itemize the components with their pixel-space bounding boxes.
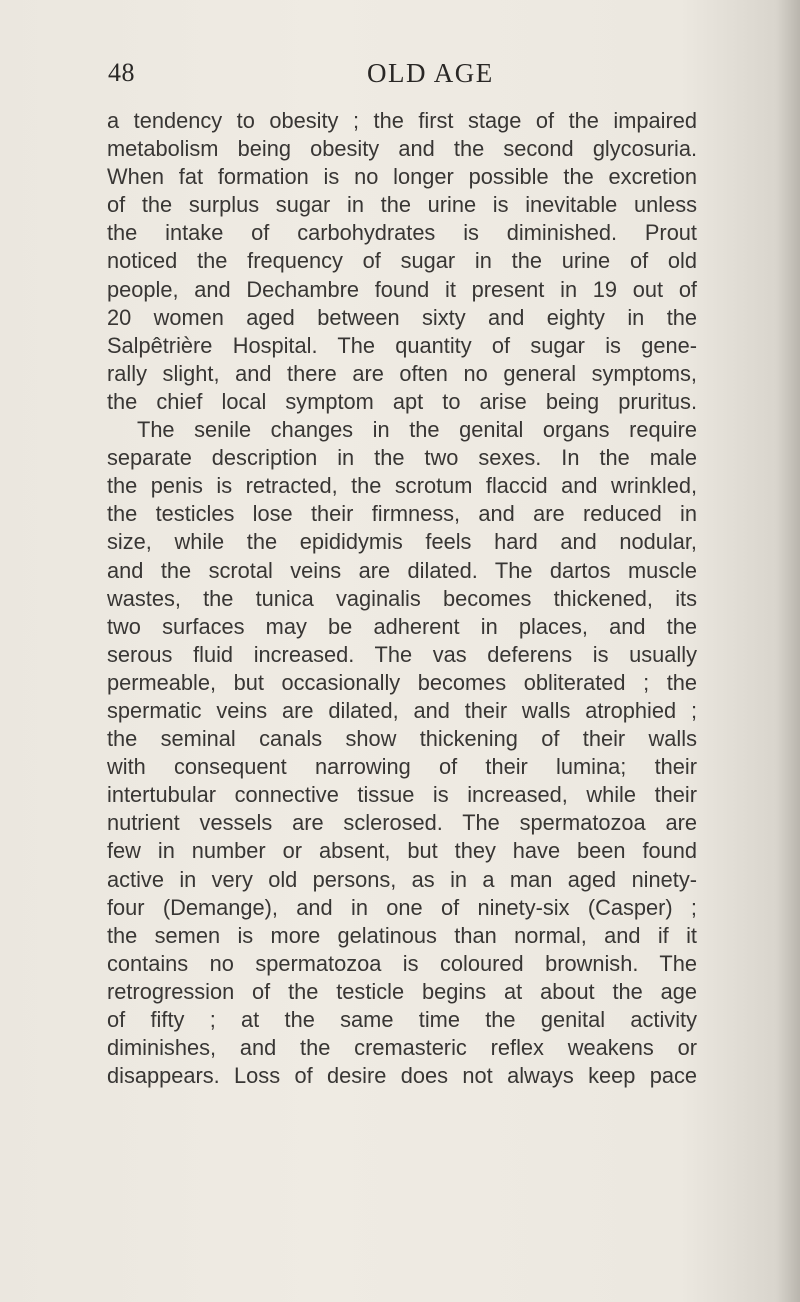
text-line: spermatic veins are dilated, and their walls atrophied ;: [107, 697, 697, 723]
text-line: size, while the epididymis feels hard and nodular,: [107, 529, 697, 555]
page-number: 48: [108, 58, 135, 87]
text-line: four (Demange), and in one of ninety-six (Casper) ;: [107, 894, 697, 920]
text-line: the testicles lose their firmness, and are reduced in: [107, 501, 697, 527]
text-line: diminishes, and the cremasteric reflex weakens or: [107, 1035, 697, 1061]
text-line: 20 women aged between sixty and eighty in the: [107, 304, 697, 330]
text-line: two surfaces may be adherent in places, and the: [107, 613, 697, 639]
text-line: the penis is retracted, the scrotum flaccid and wrinkled,: [107, 473, 697, 499]
text-line: retrogression of the testicle begins at about the age: [107, 978, 697, 1004]
text-line: wastes, the tunica vaginalis becomes thickened, its: [107, 585, 697, 611]
text-line: people, and Dechambre found it present in 19 out of: [107, 276, 697, 302]
text-line: rally slight, and there are often no general symptoms,: [107, 360, 697, 386]
text-line: Salpêtrière Hospital. The quantity of sugar is gene-: [107, 332, 697, 358]
text-line: a tendency to obesity ; the first stage of the impaired: [107, 108, 697, 133]
text-line: with consequent narrowing of their lumina; their: [107, 754, 697, 780]
text-line: active in very old persons, as in a man aged ninety-: [107, 866, 697, 892]
text-line: the seminal canals show thickening of their walls: [107, 726, 697, 752]
text-line: contains no spermatozoa is coloured brownish. The: [107, 950, 697, 976]
text-line: of fifty ; at the same time the genital activity: [107, 1007, 697, 1032]
text-line: separate description in the two sexes. In the male: [107, 445, 697, 471]
text-line: disappears. Loss of desire does not always keep pace: [107, 1063, 697, 1089]
text-line: of the surplus sugar in the urine is inevitable unless: [107, 192, 697, 218]
text-line: few in number or absent, but they have been found: [107, 838, 697, 864]
text-line: serous fluid increased. The vas deferens is usually: [107, 641, 697, 667]
text-line: When fat formation is no longer possible the excretion: [107, 164, 697, 190]
text-line: nutrient vessels are sclerosed. The spermatozoa are: [107, 810, 697, 836]
text-line: intertubular connective tissue is increased, while their: [107, 782, 697, 808]
text-line: noticed the frequency of sugar in the urine of old: [107, 248, 697, 274]
paragraph-start-line: The senile changes in the genital organs require: [137, 417, 697, 443]
running-title: OLD AGE: [367, 58, 494, 88]
body-text: [107, 107, 697, 1090]
text-line: the intake of carbohydrates is diminished. Prout: [107, 220, 697, 246]
text-line: permeable, but occasionally becomes obliterated ; the: [107, 669, 697, 695]
text-line: the chief local symptom apt to arise being pruritus.: [107, 388, 697, 414]
text-line: and the scrotal veins are dilated. The dartos muscle: [107, 557, 697, 583]
running-head: [0, 58, 800, 98]
text-line: the semen is more gelatinous than normal, and if it: [107, 922, 697, 948]
text-line: metabolism being obesity and the second glycosuria.: [107, 136, 697, 162]
